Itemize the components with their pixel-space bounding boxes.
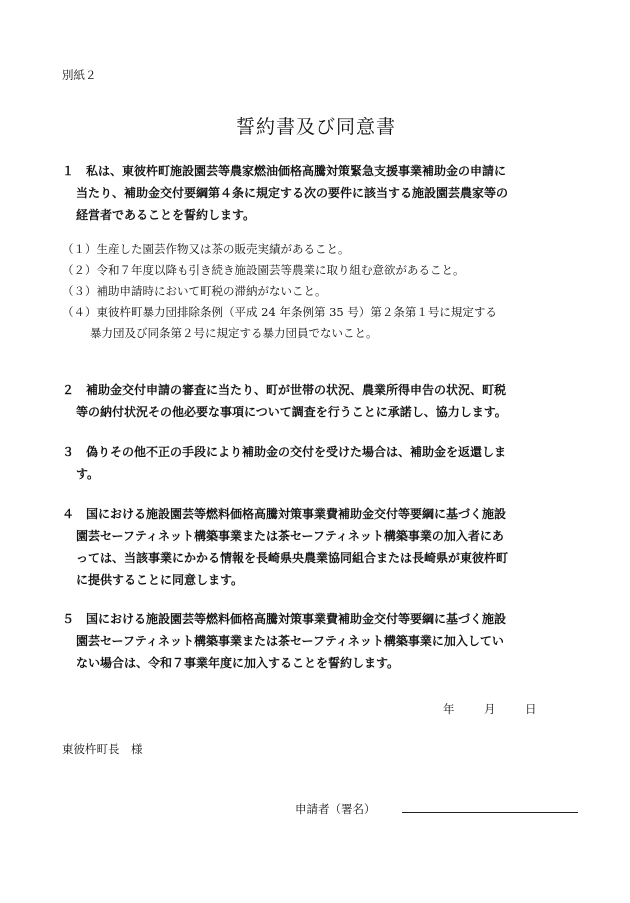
section-5-line: ５ 国における施設園芸等燃料価格高騰対策事業費補助金交付等要綱に基づく施設 (62, 612, 507, 626)
signature-line[interactable] (402, 812, 578, 813)
requirement-item: （２）令和７年度以降も引き続き施設園芸等農業に取り組む意欲があること。 (62, 263, 465, 277)
requirement-item: （１）生産した園芸作物又は茶の販売実績があること。 (62, 242, 350, 256)
section-4-line: ４ 国における施設園芸等燃料価格高騰対策事業費補助金交付等要綱に基づく施設 (62, 507, 507, 521)
section-2-line: ２ 補助金交付申請の審査に当たり、町が世帯の状況、農業所得申告の状況、町税 (62, 383, 507, 397)
signature-label: 申請者（署名） (295, 802, 376, 816)
section-1-line: １ 私は、東彼杵町施設園芸等農家燃油価格高騰対策緊急支援事業補助金の申請に (62, 164, 507, 178)
date-day: 日 (525, 702, 537, 716)
date-month: 月 (484, 702, 496, 716)
section-1-line: 当たり、補助金交付要綱第４条に規定する次の要件に該当する施設園芸農家等の (76, 186, 509, 200)
section-2-line: 等の納付状況その他必要な事項について調査を行うことに承諾し、協力します。 (76, 405, 507, 419)
section-5-line: ない場合は、令和７事業年度に加入することを誓約します。 (76, 656, 400, 670)
section-4-line: に提供することに同意します。 (76, 573, 244, 587)
section-5-line: 園芸セーフティネット構築事業または茶セーフティネット構築事業に加入してい (76, 634, 504, 648)
requirement-item: （４）東彼杵町暴力団排除条例（平成 24 年条例第 35 号）第２条第１号に規定する (62, 305, 497, 319)
section-3-line: ３ 偽りその他不正の手段により補助金の交付を受けた場合は、補助金を返還しま (62, 445, 507, 459)
section-1-line: 経営者であることを誓約します。 (76, 208, 256, 222)
attachment-label: 別紙２ (62, 68, 97, 82)
page-title: 誓約書及び同意書 (236, 116, 397, 138)
section-4-line: 園芸セーフティネット構築事業または茶セーフティネット構築事業の加入者にあ (76, 529, 504, 543)
addressee: 東彼杵町長 様 (62, 742, 143, 756)
section-3-line: す。 (76, 467, 100, 481)
requirement-item: （３）補助申請時において町税の滞納がないこと。 (62, 284, 327, 298)
requirement-item-continuation: 暴力団及び同条第２号に規定する暴力団員でないこと。 (90, 326, 378, 340)
date-year: 年 (443, 702, 455, 716)
section-4-line: っては、当該事業にかかる情報を長崎県央農業協同組合または長崎県が東彼杵町 (76, 551, 509, 565)
